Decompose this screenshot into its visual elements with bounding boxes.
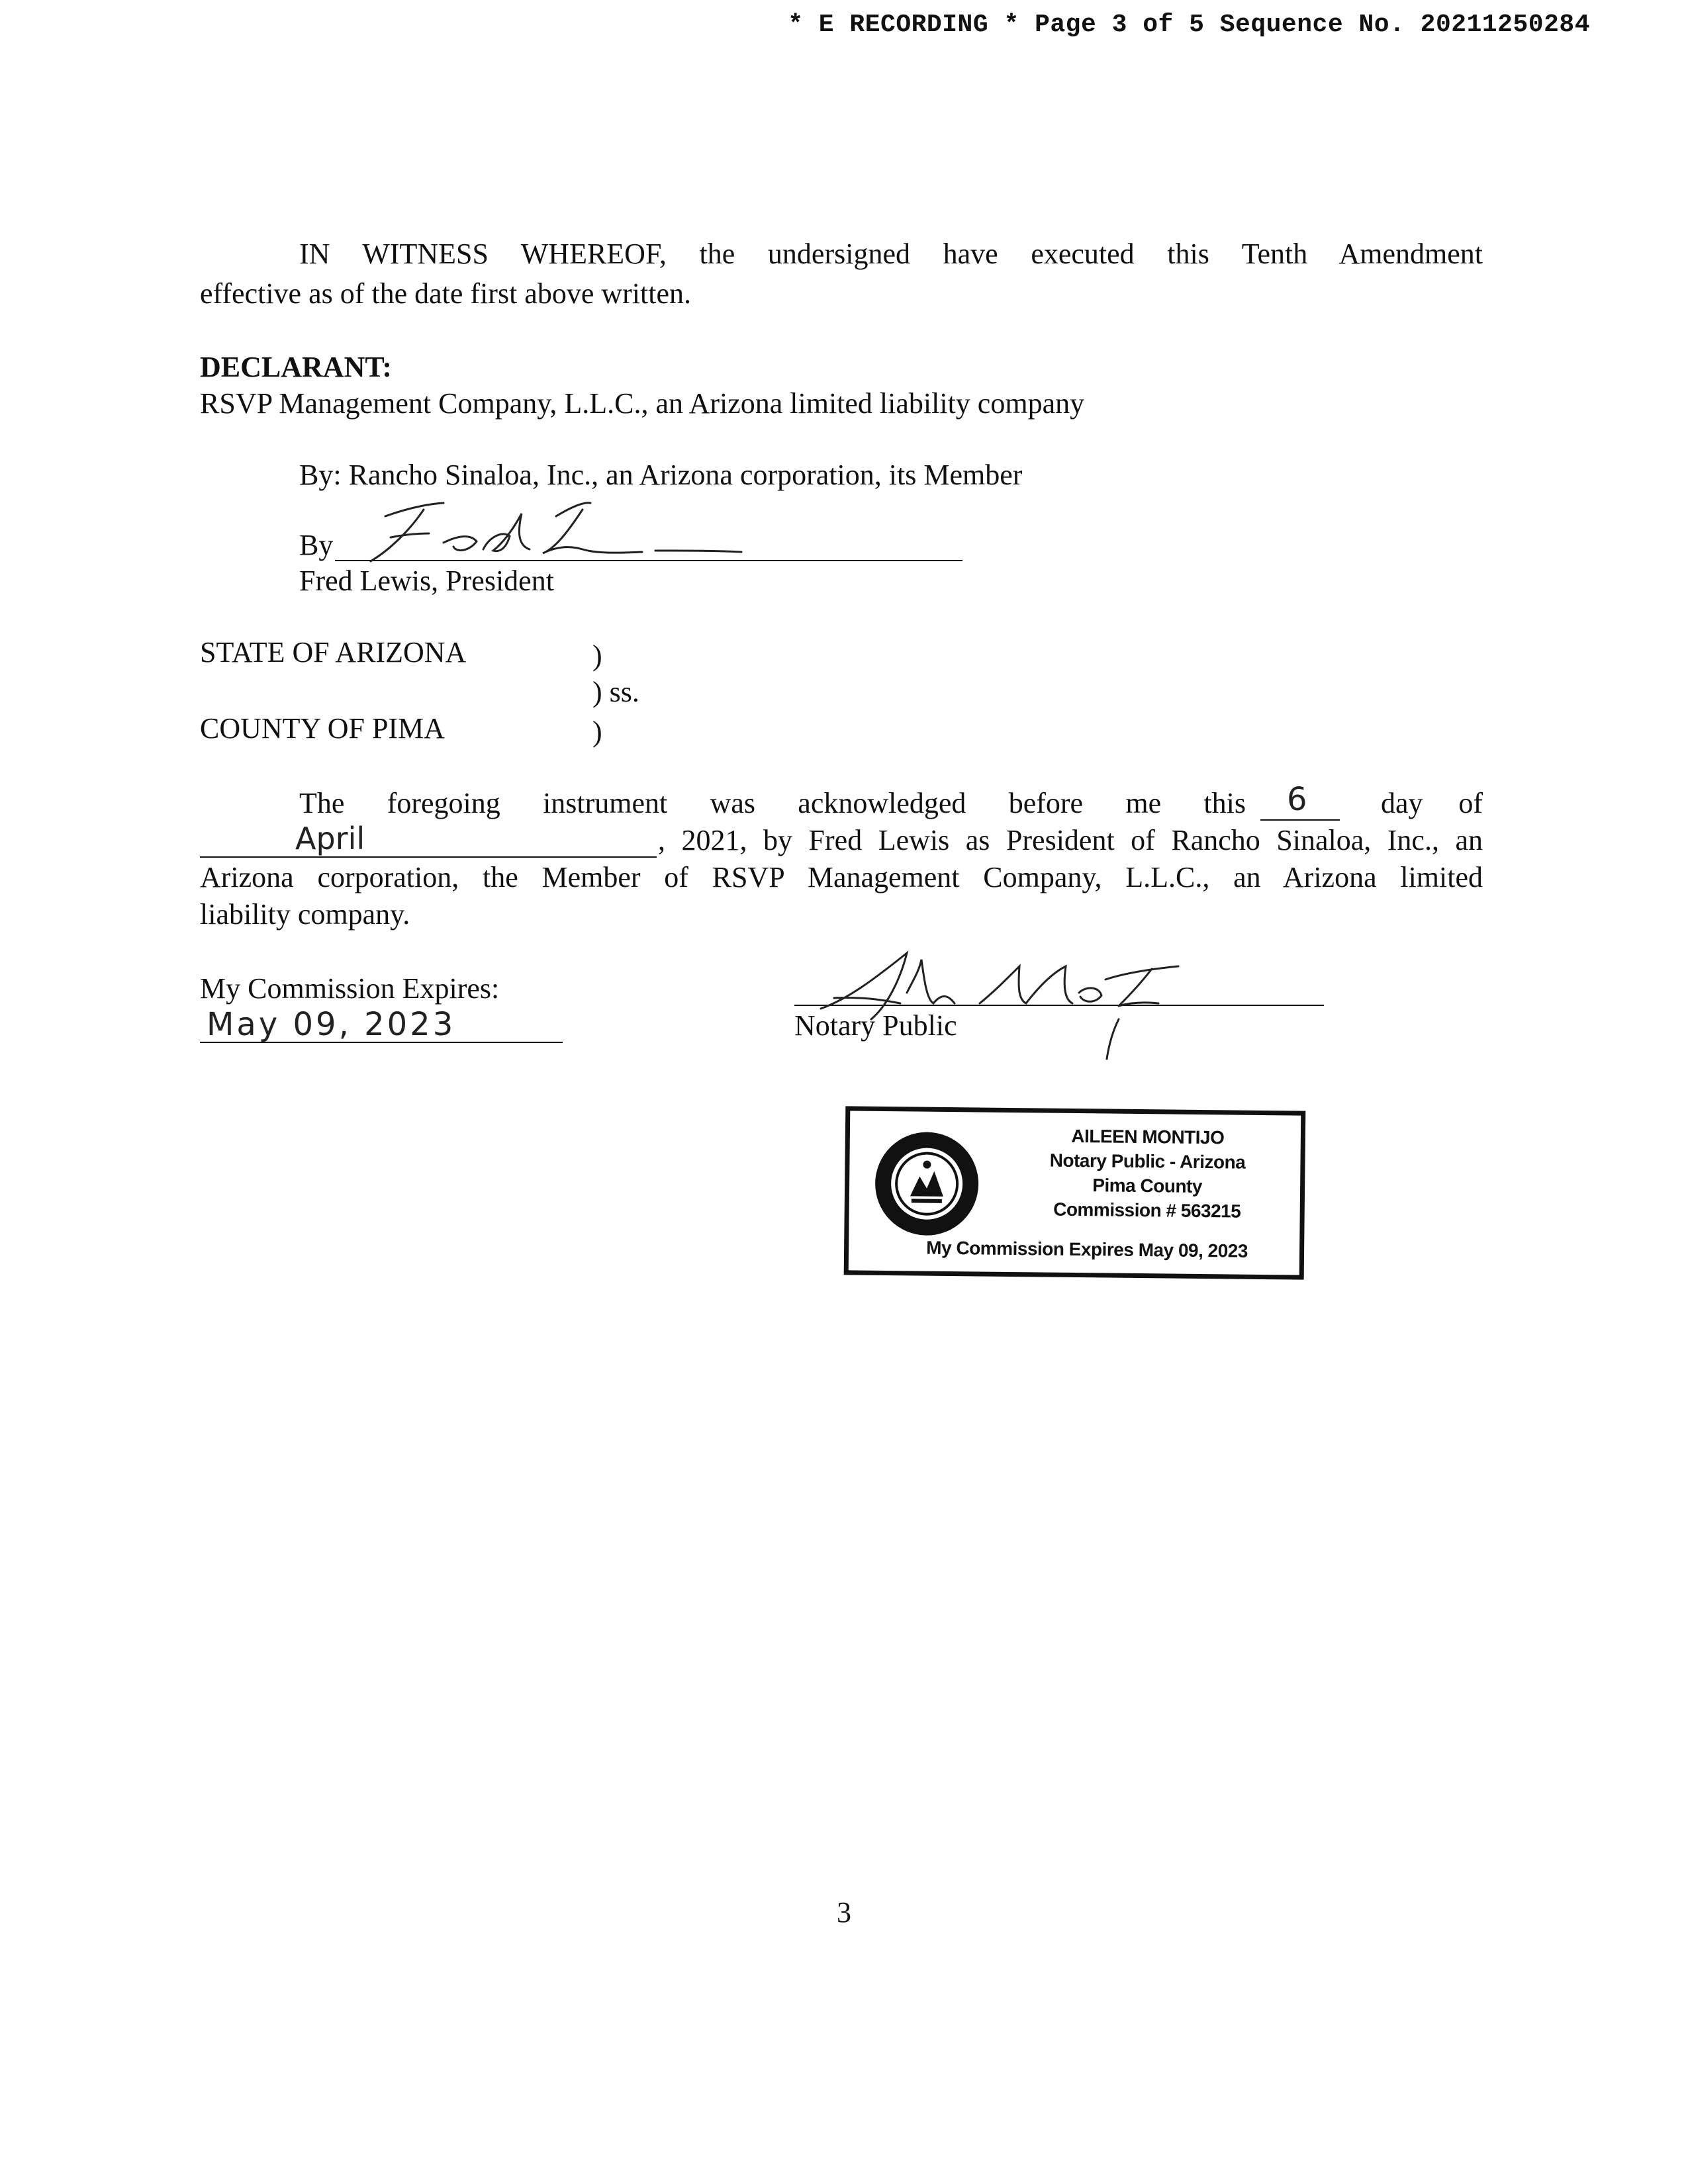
ack-day-line [1260, 819, 1340, 821]
commission-date-handwritten: May 09, 2023 [207, 1006, 456, 1043]
declarant-heading: DECLARANT: [200, 351, 393, 383]
ack-month-line [200, 856, 657, 858]
notary-stamp [844, 1106, 1306, 1279]
venue-paren-3: ) [592, 715, 602, 748]
stamp-title: Notary Public - Arizona [1049, 1150, 1246, 1173]
witness-line-1: IN WITNESS WHEREOF, the undersigned have executed this Tenth Amendment [299, 238, 1483, 270]
notary-signature [808, 940, 1218, 1066]
page-number: 3 [837, 1896, 851, 1929]
stamp-expires: My Commission Expires May 09, 2023 [926, 1237, 1248, 1261]
stamp-commission: Commission # 563215 [1053, 1199, 1241, 1222]
commission-label: My Commission Expires: [200, 972, 500, 1005]
ack-day-handwritten: 6 [1287, 781, 1307, 818]
declarant-signature [344, 490, 821, 569]
notary-public-label: Notary Public [794, 1009, 957, 1042]
recording-header: * E RECORDING * Page 3 of 5 Sequence No. 20211250284 [788, 11, 1590, 39]
ack-line-1-start: The foregoing instrument was acknowledged before me this [299, 787, 1246, 819]
venue-paren-1: ) [592, 639, 602, 672]
ack-line-4: liability company. [200, 898, 410, 931]
venue-state: STATE OF ARIZONA [200, 636, 467, 668]
ack-line-3: Arizona corporation, the Member of RSVP Management Company, L.L.C., an Arizona limited [200, 861, 1483, 893]
stamp-name: AILEEN MONTIJO [1071, 1125, 1225, 1148]
witness-line-2: effective as of the date first above written. [200, 277, 691, 310]
ack-month-handwritten: April [295, 821, 365, 856]
venue-ss: ) ss. [592, 676, 639, 708]
declarant-signer: Fred Lewis, President [299, 565, 554, 597]
stamp-county: Pima County [1092, 1175, 1203, 1197]
venue-county: COUNTY OF PIMA [200, 712, 445, 745]
by-member-line: By: Rancho Sinaloa, Inc., an Arizona corporation, its Member [299, 459, 1023, 491]
by-label: By [299, 529, 334, 561]
stamp-text-block [1002, 1123, 1294, 1224]
ack-line-2: , 2021, by Fred Lewis as President of Rancho Sinaloa, Inc., an [658, 824, 1483, 856]
ack-line-1-end: day of [1381, 787, 1483, 819]
arizona-seal-icon [872, 1130, 981, 1238]
declarant-company: RSVP Management Company, L.L.C., an Arizona limited liability company [200, 387, 1085, 420]
